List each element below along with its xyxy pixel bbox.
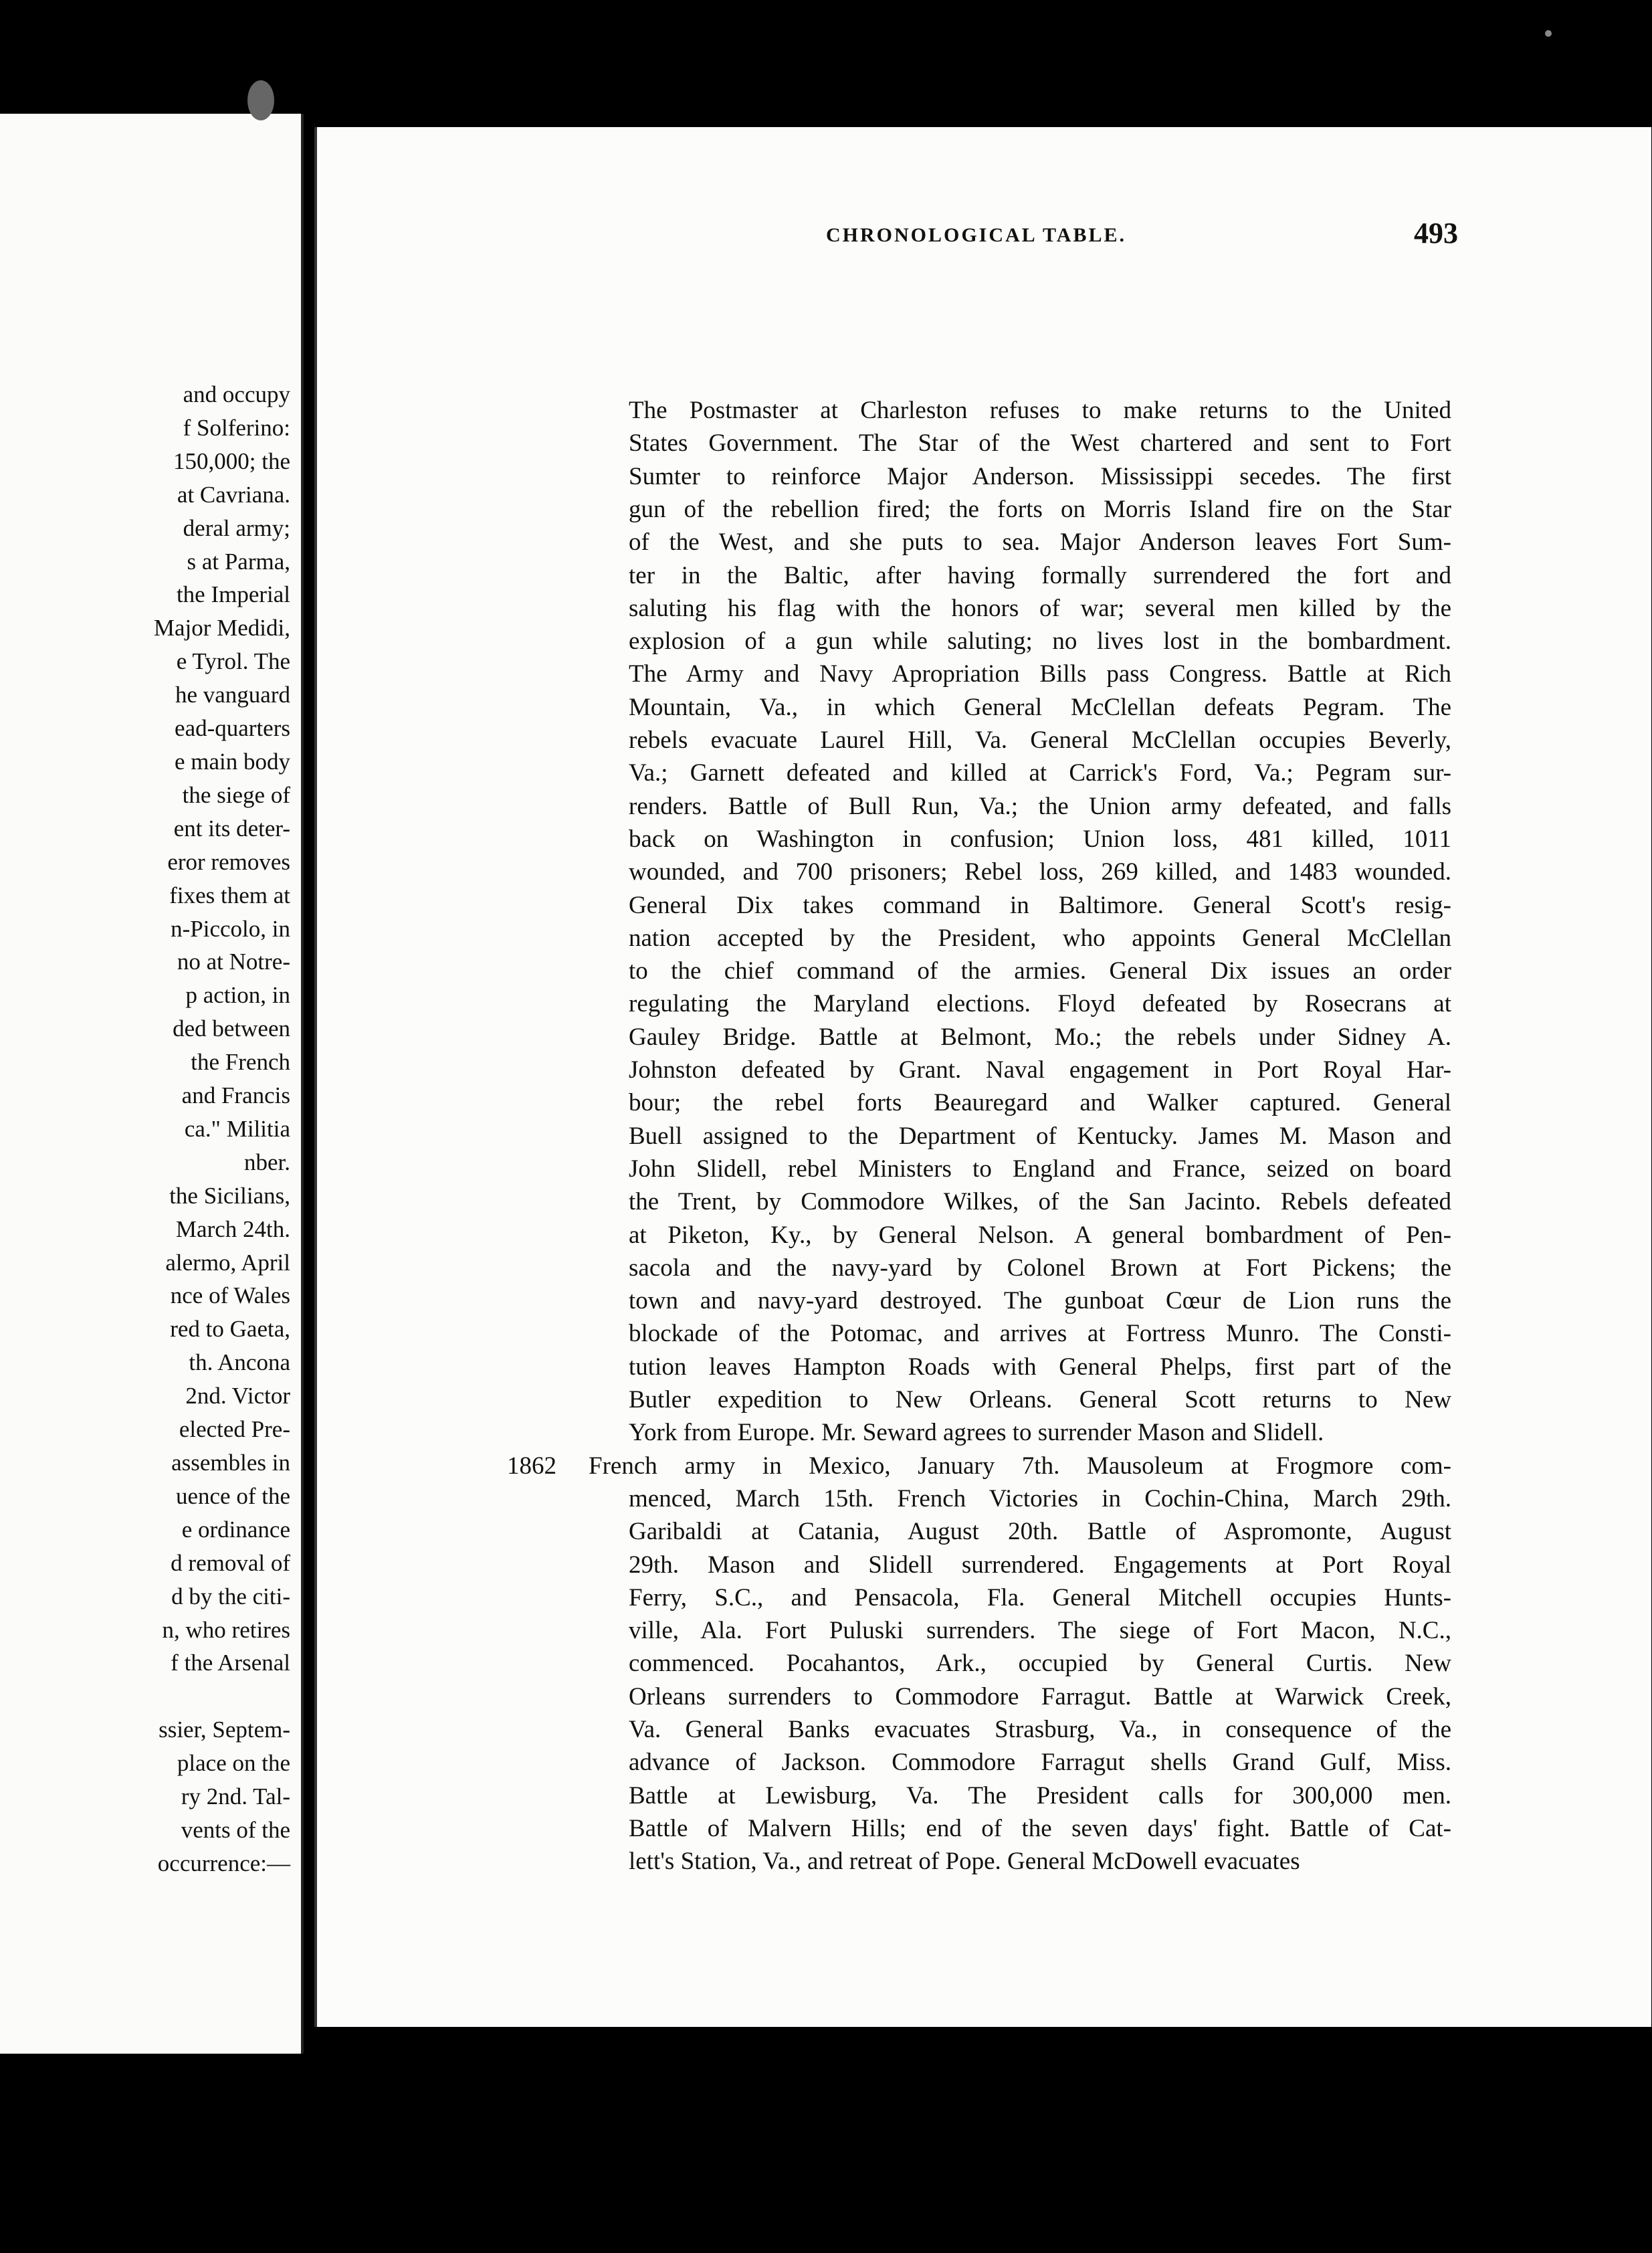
left-page-line: d removal of xyxy=(171,1549,290,1576)
left-page-line: the French xyxy=(191,1049,290,1076)
left-page-line: and Francis xyxy=(181,1082,290,1109)
left-page-line: the siege of xyxy=(182,781,290,808)
left-page-line: 2nd. Victor xyxy=(185,1383,290,1409)
left-page-line: n-Piccolo, in xyxy=(171,915,290,942)
text-line: town and navy-yard destroyed. The gunboat Cœur de Lion runs the xyxy=(629,1287,1451,1315)
text-line: at Piketon, Ky., by General Nelson. A general bombardment of Pen- xyxy=(629,1221,1451,1249)
left-page-line: the Sicilians, xyxy=(169,1182,290,1209)
text-line: Ferry, S.C., and Pensacola, Fla. General Mitchell occupies Hunts- xyxy=(629,1583,1451,1611)
left-page-line: elected Pre- xyxy=(179,1416,290,1443)
text-line: ter in the Baltic, after having formally surrendered the fort and xyxy=(629,561,1451,589)
text-line: Garibaldi at Catania, August 20th. Battle of Aspromonte, August xyxy=(629,1518,1451,1546)
text-line: bour; the rebel forts Beauregard and Walker captured. General xyxy=(629,1089,1451,1117)
text-line: Sumter to reinforce Major Anderson. Mississippi secedes. The first xyxy=(629,462,1451,490)
text-line: Mountain, Va., in which General McClellan defeats Pegram. The xyxy=(629,693,1451,721)
left-page-line: ent its deter- xyxy=(173,815,290,842)
left-page-line: fixes them at xyxy=(169,882,290,908)
left-page-line: d by the citi- xyxy=(171,1583,290,1609)
text-line: Va. General Banks evacuates Strasburg, Va., in consequence of the xyxy=(629,1716,1451,1743)
left-page-line: th. Ancona xyxy=(189,1349,290,1376)
left-page-line: occurrence:— xyxy=(157,1850,290,1876)
text-line: tution leaves Hampton Roads with General Phelps, first part of the xyxy=(629,1353,1451,1381)
text-line: menced, March 15th. French Victories in Cochin-China, March 29th. xyxy=(629,1484,1451,1512)
text-line: wounded, and 700 prisoners; Rebel loss, 269 killed, and 1483 wounded. xyxy=(629,858,1451,886)
text-line: sacola and the navy-yard by Colonel Brown at Fort Pickens; the xyxy=(629,1254,1451,1282)
text-line: The Army and Navy Apropriation Bills pass Congress. Battle at Rich xyxy=(629,660,1451,688)
left-page-line: Major Medidi, xyxy=(153,615,290,642)
text-line: advance of Jackson. Commodore Farragut shells Grand Gulf, Miss. xyxy=(629,1749,1451,1777)
text-line: French army in Mexico, January 7th. Mausoleum at Frogmore com- xyxy=(589,1452,1451,1480)
left-page-line: s at Parma, xyxy=(187,548,290,575)
left-page-line: vents of the xyxy=(181,1816,290,1843)
left-page-line: deral army; xyxy=(183,514,290,541)
left-page-line: alermo, April xyxy=(165,1249,290,1276)
left-page-line: at Cavriana. xyxy=(177,481,290,508)
left-page-line: 150,000; the xyxy=(173,448,290,474)
left-page-line: place on the xyxy=(177,1750,290,1777)
left-page-line: ded between xyxy=(173,1015,290,1042)
scan-speck xyxy=(1545,30,1552,37)
text-line: Battle at Lewisburg, Va. The President calls for 300,000 men. xyxy=(629,1781,1451,1809)
text-line: explosion of a gun while saluting; no lives lost in the bombardment. xyxy=(629,627,1451,656)
left-page-line: red to Gaeta, xyxy=(170,1316,290,1343)
left-page-line: assembles in xyxy=(171,1450,290,1476)
text-line: back on Washington in confusion; Union loss, 481 killed, 1011 xyxy=(629,825,1451,853)
left-page-line: n, who retires xyxy=(162,1616,290,1643)
binding-speck xyxy=(247,80,274,120)
text-line: the Trent, by Commodore Wilkes, of the San Jacinto. Rebels defeated xyxy=(629,1188,1451,1216)
left-page-line: eror removes xyxy=(167,848,290,875)
left-page-line: nce of Wales xyxy=(170,1282,290,1309)
text-line: John Slidell, rebel Ministers to England and France, seized on board xyxy=(629,1155,1451,1183)
text-line: to the chief command of the armies. General Dix issues an order xyxy=(629,957,1451,985)
page-header xyxy=(314,217,1458,251)
text-line: 29th. Mason and Slidell surrendered. Engagements at Port Royal xyxy=(629,1551,1451,1579)
chronology-text xyxy=(0,281,1471,1967)
text-line: of the West, and she puts to sea. Major Anderson leaves Fort Sum- xyxy=(629,528,1451,557)
text-line: saluting his flag with the honors of war; several men killed by the xyxy=(629,594,1451,622)
text-line: States Government. The Star of the West chartered and sent to Fort xyxy=(629,429,1451,458)
text-line: ville, Ala. Fort Puluski surrenders. The siege of Fort Macon, N.C., xyxy=(629,1617,1451,1645)
left-page-line: and occupy xyxy=(183,381,290,407)
left-page-line: p action, in xyxy=(185,982,290,1009)
left-page-line: March 24th. xyxy=(175,1215,290,1242)
text-line: renders. Battle of Bull Run, Va.; the Union army defeated, and falls xyxy=(629,792,1451,820)
left-page-line: no at Notre- xyxy=(177,949,290,975)
text-line: Orleans surrenders to Commodore Farragut. Battle at Warwick Creek, xyxy=(629,1682,1451,1710)
text-line: The Postmaster at Charleston refuses to make returns to the United xyxy=(629,397,1451,424)
text-line: Buell assigned to the Department of Kentucky. James M. Mason and xyxy=(629,1122,1451,1150)
left-page-line: e ordinance xyxy=(181,1516,290,1543)
text-line: regulating the Maryland elections. Floyd defeated by Rosecrans at xyxy=(629,990,1451,1018)
text-line: Gauley Bridge. Battle at Belmont, Mo.; the rebels under Sidney A. xyxy=(629,1023,1451,1051)
left-page-line: ssier, Septem- xyxy=(159,1717,290,1743)
running-head: CHRONOLOGICAL TABLE. xyxy=(826,224,1126,246)
left-page-line: the Imperial xyxy=(176,581,290,608)
left-page-line: he vanguard xyxy=(175,682,290,708)
text-line: nation accepted by the President, who appoints General McClellan xyxy=(629,924,1451,952)
text-line: General Dix takes command in Baltimore. General Scott's resig- xyxy=(629,891,1451,919)
left-page-line: nber. xyxy=(243,1149,290,1175)
text-line: Butler expedition to New Orleans. General Scott returns to New xyxy=(629,1386,1451,1413)
text-line: Johnston defeated by Grant. Naval engagement in Port Royal Har- xyxy=(629,1056,1451,1084)
left-page-line: ry 2nd. Tal- xyxy=(181,1783,290,1810)
text-line: commenced. Pocahantos, Ark., occupied by General Curtis. New xyxy=(629,1650,1451,1678)
text-line: gun of the rebellion fired; the forts on Morris Island fire on the Star xyxy=(629,495,1451,523)
left-page-line: e main body xyxy=(174,748,290,775)
text-line: Battle of Malvern Hills; end of the seven days' fight. Battle of Cat- xyxy=(629,1814,1451,1842)
left-page-line: e Tyrol. The xyxy=(176,648,290,675)
text-line: lett's Station, Va., and retreat of Pope. General McDowell evacuates xyxy=(629,1848,1300,1876)
text-line: York from Europe. Mr. Seward agrees to surrender Mason and Slidell. xyxy=(629,1419,1324,1447)
text-line: Va.; Garnett defeated and killed at Carrick's Ford, Va.; Pegram sur- xyxy=(629,759,1451,787)
left-page-line: ead-quarters xyxy=(175,715,290,742)
page-number: 493 xyxy=(1414,217,1458,250)
text-line: blockade of the Potomac, and arrives at Fortress Munro. The Consti- xyxy=(629,1320,1451,1348)
left-page-line: f the Arsenal xyxy=(171,1650,290,1676)
left-page-line: uence of the xyxy=(175,1482,290,1509)
text-line: rebels evacuate Laurel Hill, Va. General McClellan occupies Beverly, xyxy=(629,726,1451,754)
year-label: 1862 xyxy=(507,1452,556,1480)
left-page-line: ca." Militia xyxy=(184,1115,290,1142)
left-page-line: f Solferino: xyxy=(183,414,290,441)
